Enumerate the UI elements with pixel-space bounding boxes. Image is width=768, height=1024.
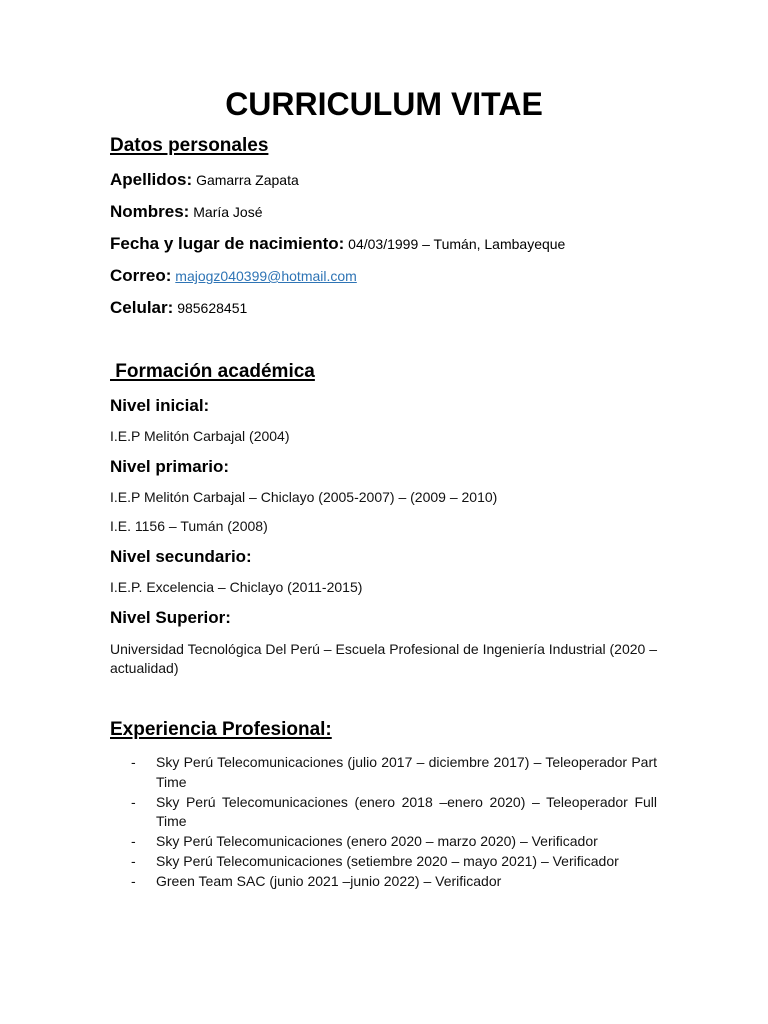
education-entry: I.E.P Melitón Carbajal – Chiclayo (2005-2007) – (2009 – 2010) <box>110 489 498 505</box>
field-value: Gamarra Zapata <box>196 172 299 188</box>
level-heading-superior: Nivel Superior: <box>110 608 231 627</box>
field-correo <box>110 266 357 286</box>
dash-bullet-icon: - <box>131 852 136 869</box>
field-label: Correo: <box>110 266 172 285</box>
experience-text: Sky Perú Telecomunicaciones (julio 2017 – diciembre 2017) – Teleoperador Part Time <box>156 754 657 790</box>
email-link[interactable]: majogz040399@hotmail.com <box>175 268 357 284</box>
education-entry: I.E.P Melitón Carbajal (2004) <box>110 428 290 444</box>
level-heading-inicial: Nivel inicial: <box>110 396 210 415</box>
field-nombres <box>110 202 263 222</box>
experience-text: Sky Perú Telecomunicaciones (enero 2018 –enero 2020) – Teleoperador Full Time <box>156 793 657 830</box>
experience-item <box>110 793 657 833</box>
field-birth <box>110 234 565 254</box>
dash-bullet-icon: - <box>131 872 136 889</box>
field-label: Apellidos: <box>110 170 193 189</box>
field-value: 04/03/1999 – Tumán, Lambayeque <box>348 236 566 252</box>
section-heading-education: Formación académica <box>110 361 315 382</box>
education-entry: I.E. 1156 – Tumán (2008) <box>110 518 268 534</box>
experience-item <box>110 832 657 852</box>
experience-text: Sky Perú Telecomunicaciones (setiembre 2020 – mayo 2021) – Verificador <box>156 852 619 869</box>
field-apellidos <box>110 170 299 190</box>
field-value: 985628451 <box>177 300 248 316</box>
field-label: Celular: <box>110 298 174 317</box>
level-heading-primario: Nivel primario: <box>110 457 230 476</box>
experience-text: Sky Perú Telecomunicaciones (enero 2020 – marzo 2020) – Verificador <box>156 833 598 850</box>
document-title: CURRICULUM VITAE <box>225 86 543 122</box>
dash-bullet-icon: - <box>131 754 136 770</box>
field-value: María José <box>193 204 263 220</box>
dash-bullet-icon: - <box>131 833 136 850</box>
field-label: Nombres: <box>110 202 190 221</box>
experience-item <box>110 872 657 892</box>
experience-item <box>110 753 657 793</box>
dash-bullet-icon: - <box>131 793 136 810</box>
field-label: Fecha y lugar de nacimiento: <box>110 234 345 253</box>
experience-item <box>110 852 657 872</box>
education-entry: Universidad Tecnológica Del Perú – Escuela Profesional de Ingeniería Industrial (2020 –actualidad) <box>110 641 657 676</box>
level-heading-secundario: Nivel secundario: <box>110 547 252 566</box>
experience-list <box>110 753 657 892</box>
field-celular <box>110 298 247 318</box>
section-heading-personal: Datos personales <box>110 135 269 156</box>
experience-text: Green Team SAC (junio 2021 –junio 2022) – Verificador <box>156 872 502 889</box>
section-heading-experience: Experiencia Profesional: <box>110 719 332 740</box>
education-entry: I.E.P. Excelencia – Chiclayo (2011-2015) <box>110 579 363 595</box>
